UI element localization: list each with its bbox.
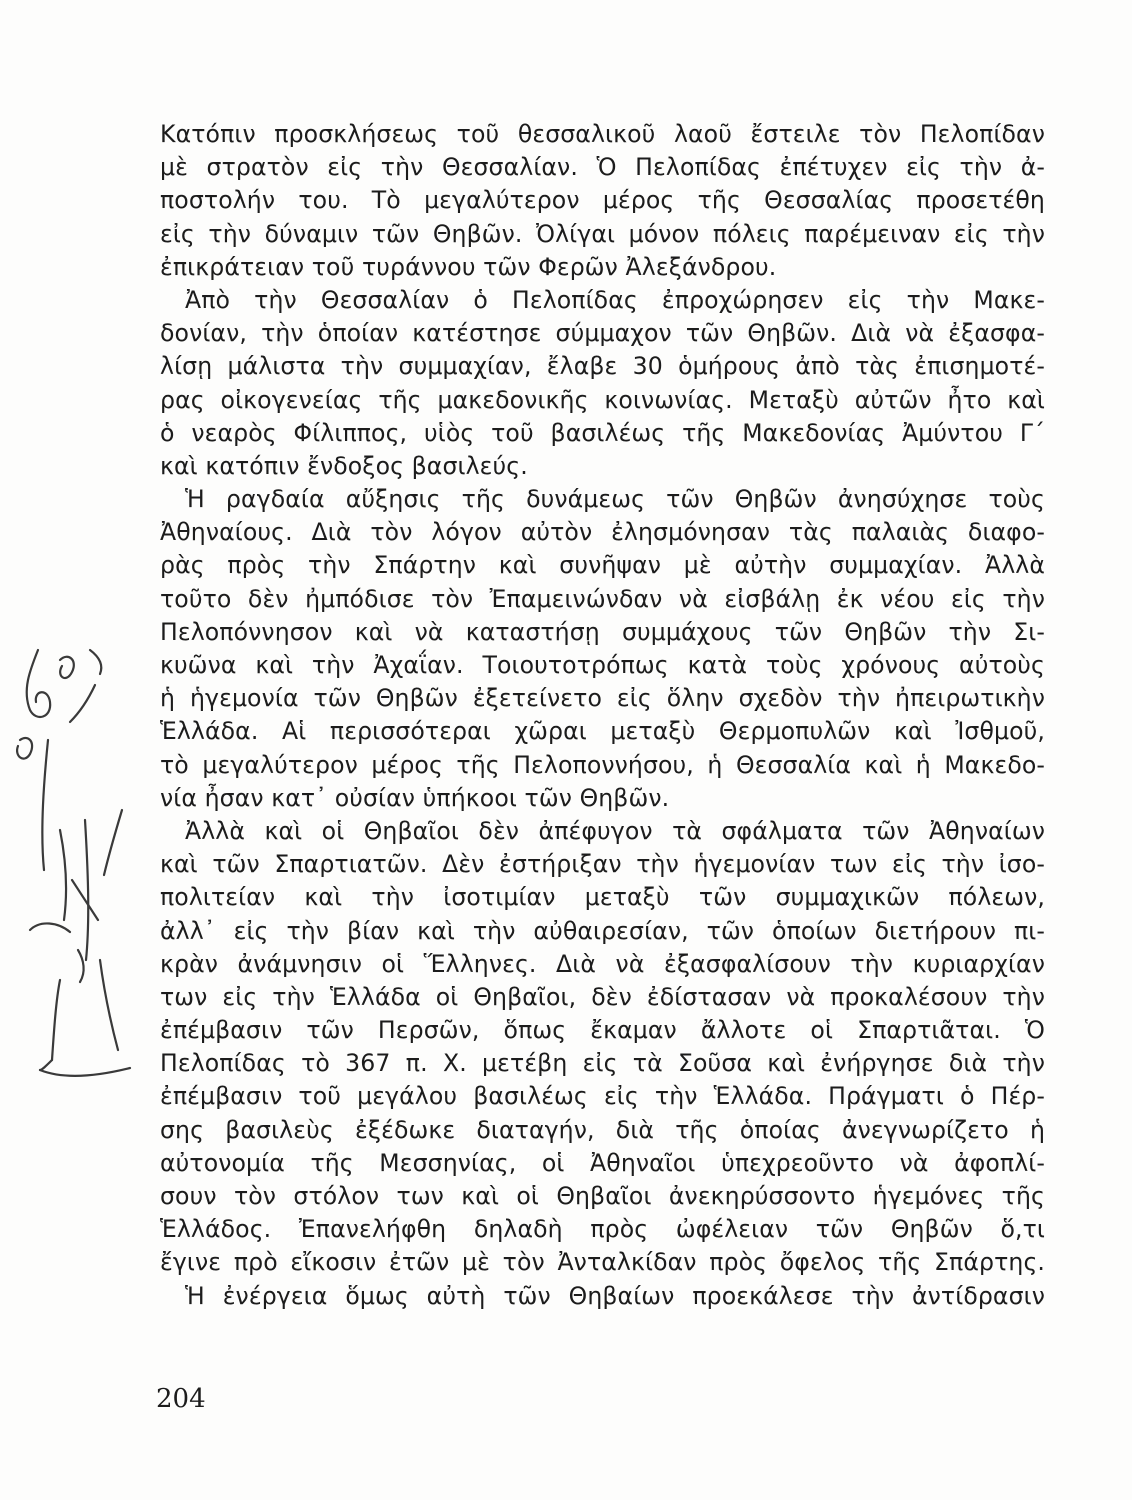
text-line: τὸ μεγαλύτερον μέρος τῆς Πελοποννήσου, ἡ Θεσσαλία καὶ ἡ Μακεδο- [160,750,1045,779]
text-line: ἐπικράτειαν τοῦ τυράννου τῶν Φερῶν Ἀλεξάνδρου. [160,252,777,281]
text-line: σουν τὸν στόλον των καὶ οἱ Θηβαῖοι ἀνεκηρύσσοντο ἡγεμόνες τῆς [160,1182,1045,1210]
text-line: ρὰς πρὸς τὴν Σπάρτην καὶ συνῆψαν μὲ αὐτὴν συμμαχίαν. Ἀλλὰ [160,551,1045,580]
text-line: ρας οἰκογενείας τῆς μακεδονικῆς κοινωνίας. Μεταξὺ αὐτῶν ἦτο καὶ [160,385,1045,414]
text-line: Ἡ ραγδαία αὔξησις τῆς δυνάμεως τῶν Θηβῶν ἀνησύχησε τοὺς [185,485,1045,514]
text-line: κυῶνα καὶ τὴν Ἀχαΐαν. Τοιουτοτρόπως κατὰ τοὺς χρόνους αὐτοὺς [160,651,1045,679]
text-line: νία ἦσαν κατ᾽ οὐσίαν ὑπήκοοι τῶν Θηβῶν. [160,783,670,812]
text-line: Ἡ ἐνέργεια ὅμως αὐτὴ τῶν Θηβαίων προεκάλεσε τὴν ἀντίδρασιν [185,1281,1045,1310]
text-line: λίσῃ μάλιστα τὴν συμμαχίαν, ἔλαβε 30 ὁμήρους ἀπὸ τὰς ἐπισημοτέ- [160,352,1045,381]
text-line: πολιτείαν καὶ τὴν ἰσοτιμίαν μεταξὺ τῶν συμμαχικῶν πόλεων, [160,883,1045,912]
page-number: 204 [156,1384,206,1414]
text-line: καὶ τῶν Σπαρτιατῶν. Δὲν ἐστήριξαν τὴν ἡγεμονίαν των εἰς τὴν ἰσο- [160,850,1045,879]
text-line: τοῦτο δὲν ἠμπόδισε τὸν Ἐπαμεινώνδαν νὰ εἰσβάλῃ ἐκ νέου εἰς τὴν [160,584,1045,613]
text-line: Ἑλλάδα. Αἱ περισσότεραι χῶραι μεταξὺ Θερμοπυλῶν καὶ Ἰσθμοῦ, [160,717,1045,746]
text-line: Ἀπὸ τὴν Θεσσαλίαν ὁ Πελοπίδας ἐπροχώρησεν εἰς τὴν Μακε- [185,285,1045,314]
text-line: Ἑλλάδος. Ἐπανελήφθη δηλαδὴ πρὸς ὠφέλειαν τῶν Θηβῶν ὅ,τι [160,1215,1045,1244]
text-line: ἔγινε πρὸ εἴκοσιν ἐτῶν μὲ τὸν Ἀνταλκίδαν πρὸς ὄφελος τῆς Σπάρτης. [160,1248,1045,1277]
text-line: Κατόπιν προσκλήσεως τοῦ θεσσαλικοῦ λαοῦ ἔστειλε τὸν Πελοπίδαν [160,120,1045,148]
text-line: των εἰς τὴν Ἑλλάδα οἱ Θηβαῖοι, δὲν ἐδίστασαν νὰ προκαλέσουν τὴν [160,982,1045,1011]
text-line: αὐτονομία τῆς Μεσσηνίας, οἱ Ἀθηναῖοι ὑπεχρεοῦντο νὰ ἀφοπλί- [160,1148,1045,1177]
text-line: εἰς τὴν δύναμιν τῶν Θηβῶν. Ὀλίγαι μόνον πόλεις παρέμειναν εἰς τὴν [160,219,1045,248]
text-line: ἀλλ᾽ εἰς τὴν βίαν καὶ τὴν αὐθαιρεσίαν, τῶν ὁποίων διετήρουν πι- [160,916,1045,945]
text-line: μὲ στρατὸν εἰς τὴν Θεσσαλίαν. Ὁ Πελοπίδας ἐπέτυχεν εἰς τὴν ἀ- [160,153,1045,182]
text-line: Ἀλλὰ καὶ οἱ Θηβαῖοι δὲν ἀπέφυγον τὰ σφάλματα τῶν Ἀθηναίων [185,816,1045,845]
body-text [160,118,1045,1313]
text-line: καὶ κατόπιν ἔνδοξος βασιλεύς. [160,451,528,480]
text-line: δονίαν, τὴν ὁποίαν κατέστησε σύμμαχον τῶν Θηβῶν. Διὰ νὰ ἐξασφα- [160,319,1045,348]
text-line: ἐπέμβασιν τῶν Περσῶν, ὅπως ἔκαμαν ἄλλοτε οἱ Σπαρτιᾶται. Ὁ [160,1016,1045,1045]
margin-pencil-sketch [0,630,150,1100]
text-line: κρὰν ἀνάμνησιν οἱ Ἕλληνες. Διὰ νὰ ἐξασφαλίσουν τὴν κυριαρχίαν [160,949,1045,978]
text-line: Πελοπόννησον καὶ νὰ καταστήσῃ συμμάχους τῶν Θηβῶν τὴν Σι- [160,617,1045,646]
text-line: σης βασιλεὺς ἐξέδωκε διαταγήν, διὰ τῆς ὁποίας ἀνεγνωρίζετο ἡ [160,1115,1045,1144]
text-line: Ἀθηναίους. Διὰ τὸν λόγον αὐτὸν ἐλησμόνησαν τὰς παλαιὰς διαφο- [160,518,1045,547]
text-line: ποστολήν του. Τὸ μεγαλύτερον μέρος τῆς Θεσσαλίας προσετέθη [160,186,1045,215]
text-line: Πελοπίδας τὸ 367 π. Χ. μετέβη εἰς τὰ Σοῦσα καὶ ἐνήργησε διὰ τὴν [160,1049,1045,1078]
text-line: ἐπέμβασιν τοῦ μεγάλου βασιλέως εἰς τὴν Ἑλλάδα. Πράγματι ὁ Πέρ- [160,1082,1045,1111]
text-line: ἡ ἡγεμονία τῶν Θηβῶν ἐξετείνετο εἰς ὅλην σχεδὸν τὴν ἠπειρωτικὴν [160,684,1045,713]
text-line: ὁ νεαρὸς Φίλιππος, υἱὸς τοῦ βασιλέως τῆς Μακεδονίας Ἀμύντου Γ΄ [160,418,1045,447]
